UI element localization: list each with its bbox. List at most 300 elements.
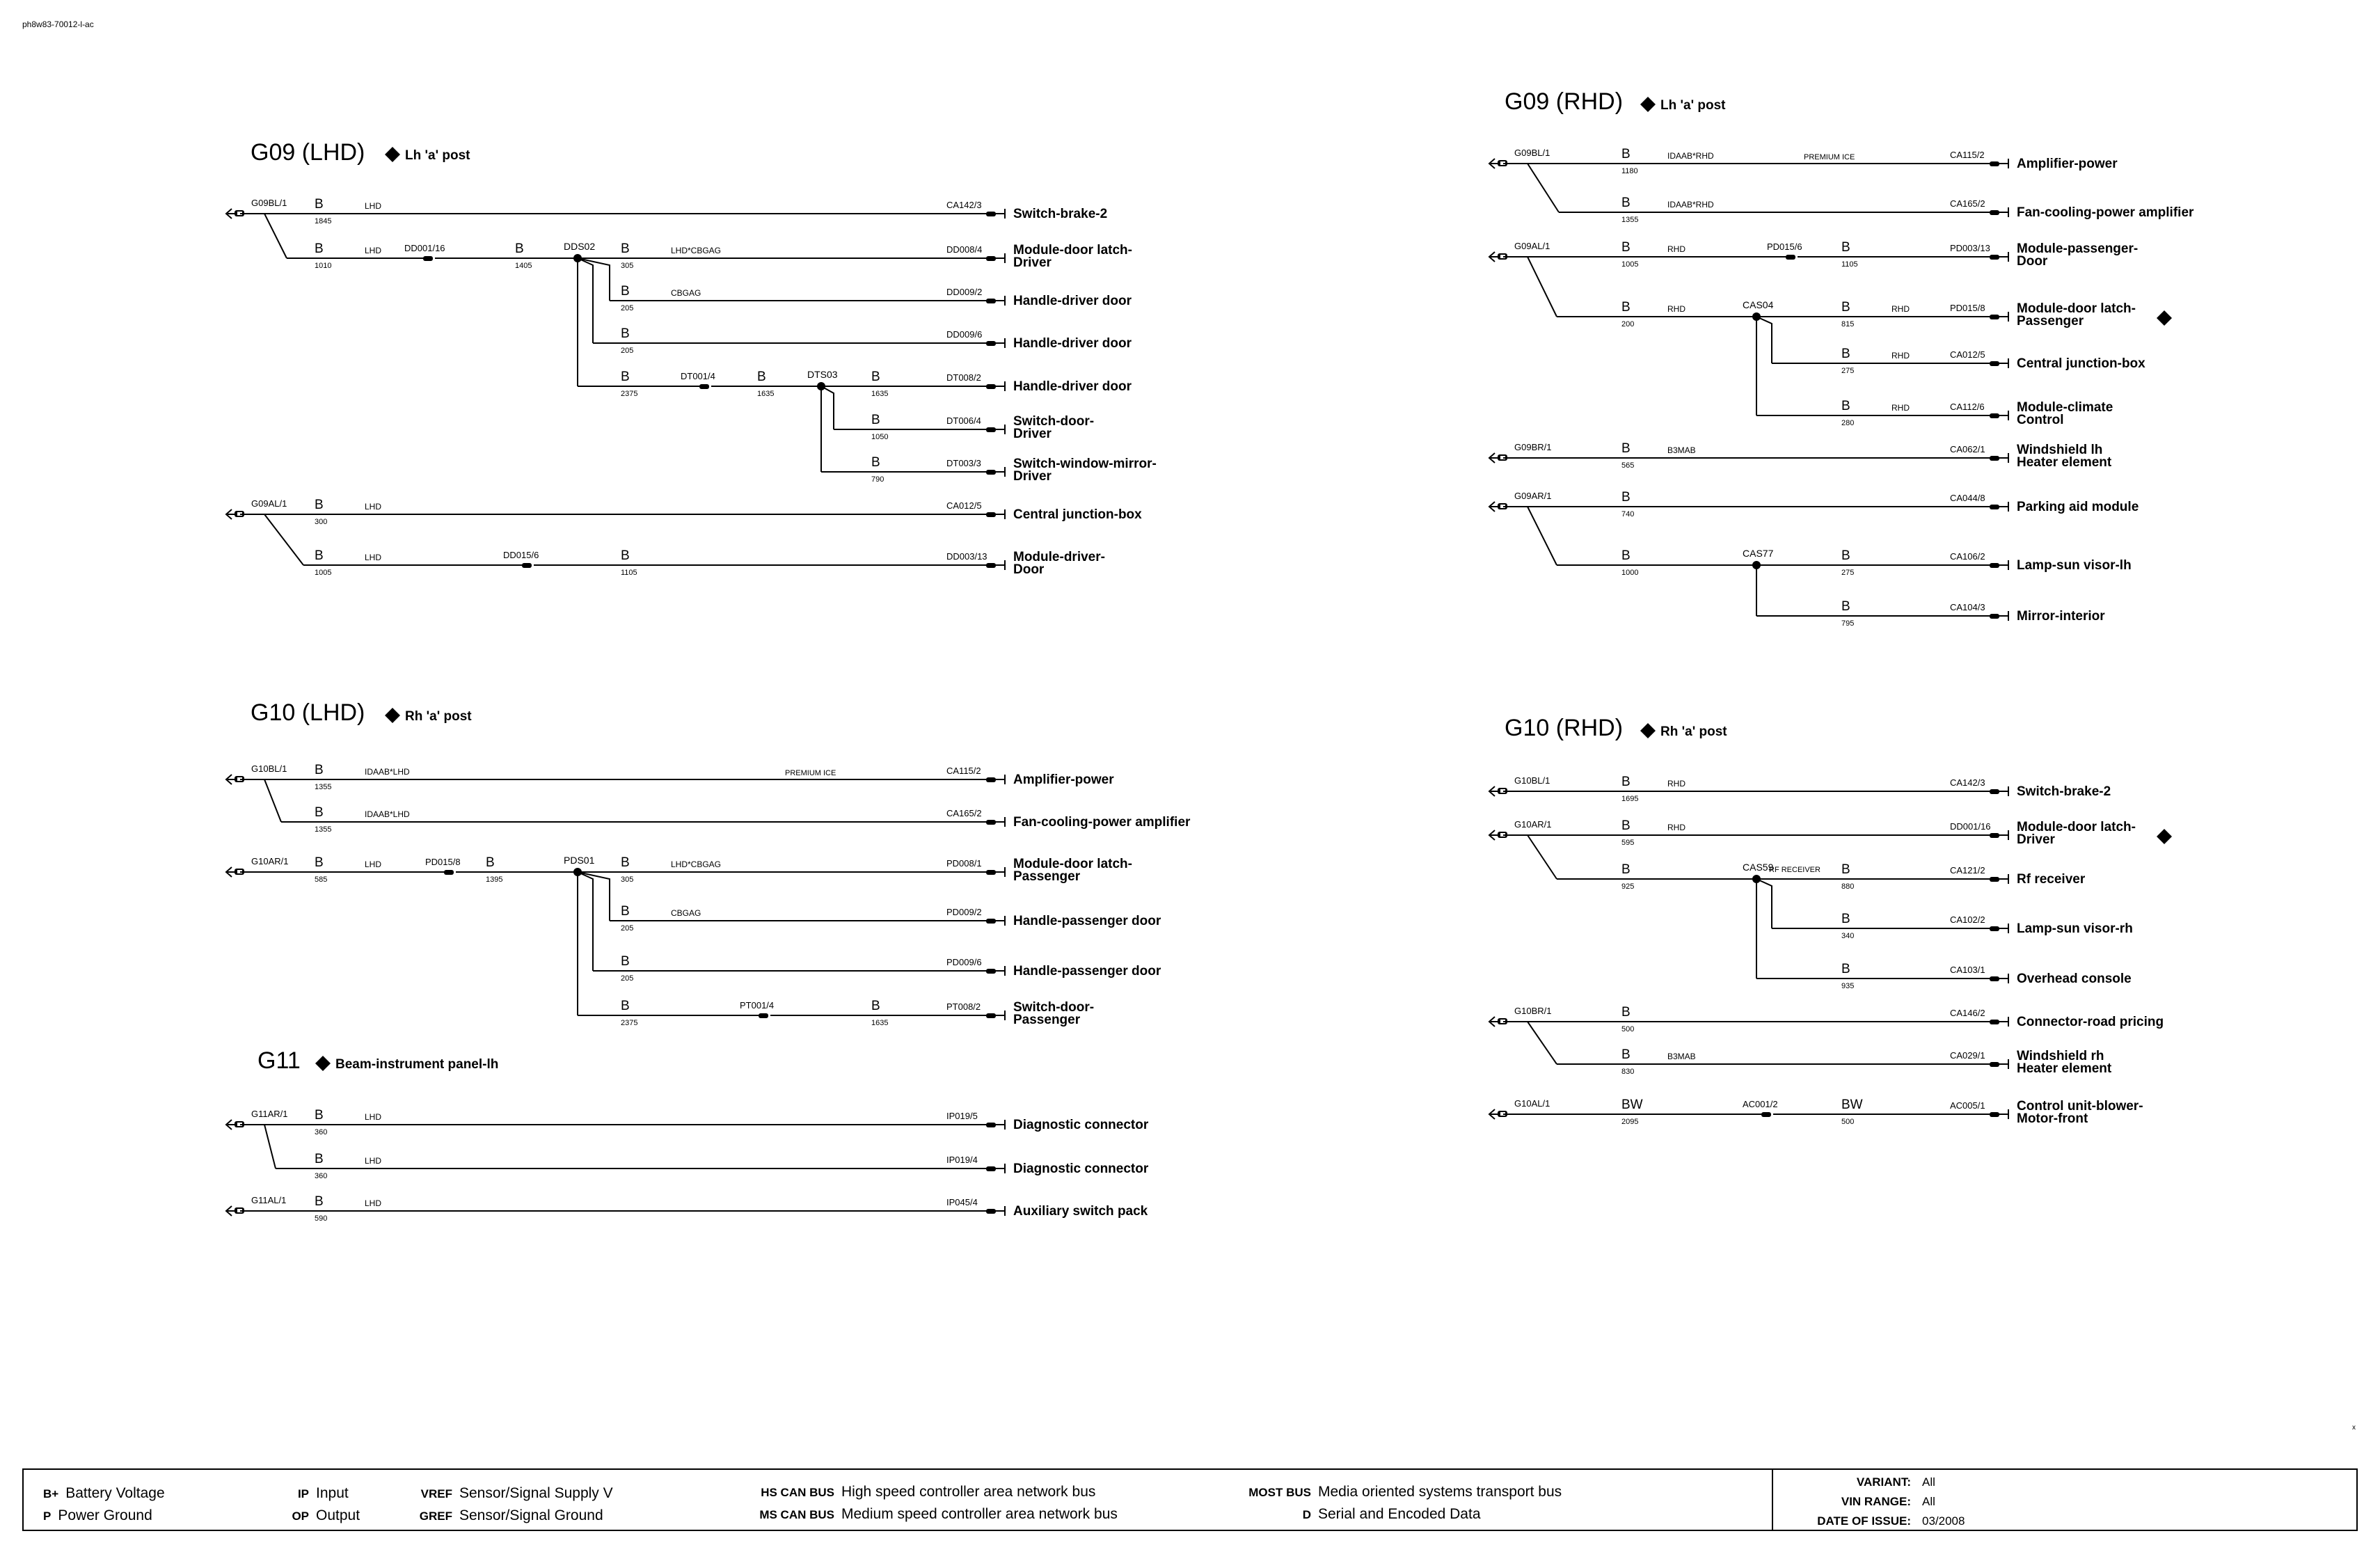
inline-connector-icon bbox=[522, 563, 532, 568]
terminal-connector-icon bbox=[1990, 505, 1999, 509]
wire-length: 205 bbox=[621, 924, 634, 933]
terminal-connector-icon bbox=[1990, 361, 1999, 366]
ground-pin-label: G11AR/1 bbox=[251, 1109, 288, 1119]
ground-pin-label: G11AL/1 bbox=[251, 1195, 287, 1205]
wire-color-code: B bbox=[315, 763, 324, 777]
component-label: Fan-cooling-power amplifier bbox=[2017, 205, 2194, 220]
component-label: Passenger bbox=[1013, 869, 1081, 884]
terminal-connector-label: CA044/8 bbox=[1950, 493, 1985, 503]
ground-location-diamond-icon bbox=[1640, 723, 1656, 738]
terminal-connector-label: CA142/3 bbox=[1950, 777, 1985, 788]
wire-option-code: LHD*CBGAG bbox=[671, 246, 722, 255]
component-label: Motor-front bbox=[2017, 1111, 2088, 1126]
location-diamond-icon bbox=[2157, 829, 2172, 844]
wire-length: 795 bbox=[1841, 619, 1855, 628]
ground-location-diamond-icon bbox=[1640, 97, 1656, 112]
wire-length: 815 bbox=[1841, 320, 1855, 328]
wire-option-code: LHD bbox=[365, 1112, 382, 1122]
terminal-connector-label: CA106/2 bbox=[1950, 551, 1985, 562]
wire-length: 1845 bbox=[315, 217, 332, 225]
terminal-connector-label: CA103/1 bbox=[1950, 965, 1985, 975]
terminal-connector-label: DT008/2 bbox=[946, 372, 981, 383]
wire-length: 1105 bbox=[621, 569, 637, 577]
component-label: Amplifier-power bbox=[2017, 157, 2118, 171]
inline-connector-icon bbox=[423, 256, 433, 261]
terminal-connector-icon bbox=[986, 1013, 996, 1018]
ground-location-label: Rh 'a' post bbox=[1660, 724, 1727, 739]
component-label: Driver bbox=[1013, 469, 1052, 484]
legend-box bbox=[22, 1468, 2358, 1531]
wire-color-code: B bbox=[871, 999, 880, 1013]
component-label: Door bbox=[2017, 254, 2048, 269]
wire-option-code: LHD bbox=[365, 1156, 382, 1166]
ground-location-label: Beam-instrument panel-lh bbox=[335, 1057, 499, 1072]
wire-color-code: B bbox=[1841, 962, 1850, 976]
component-label: Windshield lh bbox=[2017, 443, 2103, 457]
ground-pin-label: G09AL/1 bbox=[1514, 241, 1550, 251]
terminal-connector-label: DD009/6 bbox=[946, 329, 983, 340]
wire-option-code: B3MAB bbox=[1667, 1052, 1696, 1061]
splice-label: CAS59 bbox=[1743, 862, 1774, 873]
wire-length: 500 bbox=[1841, 1118, 1855, 1126]
terminal-connector-icon bbox=[986, 470, 996, 475]
wire-color-code: B bbox=[1841, 599, 1850, 614]
wire-color-code: B bbox=[621, 904, 630, 919]
wire-option-code: RHD bbox=[1891, 304, 1910, 314]
splice-note: RF RECEIVER bbox=[1769, 866, 1820, 874]
wire-color-code: B bbox=[1621, 240, 1631, 255]
wire-length: 595 bbox=[1621, 839, 1635, 847]
component-label: Control bbox=[2017, 413, 2064, 427]
component-label: Control unit-blower- bbox=[2017, 1099, 2143, 1114]
terminal-connector-icon bbox=[986, 1209, 996, 1214]
legend-item: P Power Ground bbox=[43, 1507, 152, 1523]
component-label: Auxiliary switch pack bbox=[1013, 1204, 1148, 1219]
wire-length: 1635 bbox=[871, 390, 889, 398]
inline-connector-label: PT001/4 bbox=[740, 1000, 775, 1011]
terminal-connector-label: DD009/2 bbox=[946, 287, 983, 297]
wire-length: 275 bbox=[1841, 569, 1855, 577]
vin-range-row: VIN RANGE: All bbox=[1841, 1495, 1935, 1508]
legend-item: HS CAN BUS High speed controller area network bus bbox=[761, 1484, 1096, 1500]
wire-color-code: B bbox=[871, 413, 880, 427]
ground-location-label: Rh 'a' post bbox=[405, 709, 472, 724]
wire-option-code: RHD bbox=[1891, 403, 1910, 413]
component-label: Switch-brake-2 bbox=[2017, 784, 2111, 799]
wire-color-code: B bbox=[315, 805, 324, 820]
wire-color-code: B bbox=[1841, 862, 1850, 877]
wire-color-code: B bbox=[315, 1194, 324, 1209]
wire-length: 830 bbox=[1621, 1068, 1635, 1076]
wire-color-code: B bbox=[871, 455, 880, 470]
wire-color-code: B bbox=[1621, 300, 1631, 315]
component-label: Handle-passenger door bbox=[1013, 914, 1161, 928]
terminal-connector-icon bbox=[1990, 833, 1999, 838]
wire-option-code: RHD bbox=[1667, 779, 1685, 789]
wire-length: 1355 bbox=[315, 783, 332, 791]
wire-color-code: B bbox=[1621, 490, 1631, 505]
wire-color-code: B bbox=[486, 855, 495, 870]
wire-color-code: B bbox=[621, 855, 630, 870]
location-diamond-icon bbox=[2157, 310, 2172, 326]
wire-color-code: B bbox=[621, 954, 630, 969]
branch-wire bbox=[1528, 835, 1557, 879]
wire-color-code: B bbox=[1621, 1047, 1631, 1062]
ground-pin-label: G09BL/1 bbox=[251, 198, 287, 208]
component-label: Module-climate bbox=[2017, 400, 2113, 415]
terminal-connector-label: DD008/4 bbox=[946, 244, 983, 255]
wire-length: 1395 bbox=[486, 876, 503, 884]
wire-length: 1000 bbox=[1621, 569, 1639, 577]
wire-length: 300 bbox=[315, 518, 328, 526]
wire-color-code: B bbox=[1621, 147, 1631, 161]
terminal-connector-icon bbox=[986, 1123, 996, 1127]
wire-length: 935 bbox=[1841, 982, 1855, 990]
component-label: Switch-door- bbox=[1013, 1000, 1095, 1015]
component-label: Switch-door- bbox=[1013, 414, 1095, 429]
wire-length: 360 bbox=[315, 1172, 328, 1180]
terminal-connector-label: IP019/4 bbox=[946, 1155, 978, 1165]
terminal-connector-icon bbox=[1990, 976, 1999, 981]
ground-pin-label: G10BR/1 bbox=[1514, 1006, 1552, 1016]
wire-color-code: B bbox=[1841, 548, 1850, 563]
terminal-connector-icon bbox=[986, 969, 996, 974]
wire-color-code: B bbox=[315, 498, 324, 512]
wire-length: 1635 bbox=[871, 1019, 889, 1027]
wire-color-code: B bbox=[1621, 196, 1631, 210]
diagram-section bbox=[226, 139, 1157, 577]
wire-color-code: B bbox=[1621, 441, 1631, 456]
date-of-issue-row: DATE OF ISSUE: 03/2008 bbox=[1817, 1514, 1965, 1528]
wire-length: 1050 bbox=[871, 433, 889, 441]
wire-option-code: IDAAB*RHD bbox=[1667, 200, 1714, 209]
wire-option-code: CBGAG bbox=[671, 908, 701, 918]
terminal-connector-icon bbox=[986, 341, 996, 346]
component-label: Lamp-sun visor-rh bbox=[2017, 921, 2133, 936]
component-label: Module-door latch- bbox=[1013, 243, 1132, 258]
wire-length: 205 bbox=[621, 974, 634, 983]
variant-row: VARIANT: All bbox=[1856, 1475, 1935, 1489]
wire-length: 1105 bbox=[1841, 260, 1858, 269]
component-label: Lamp-sun visor-lh bbox=[2017, 558, 2132, 573]
ground-location-diamond-icon bbox=[385, 147, 400, 162]
splice-label: DTS03 bbox=[807, 369, 838, 380]
inline-connector-icon bbox=[1786, 255, 1795, 260]
inline-connector-label: DT001/4 bbox=[681, 371, 715, 381]
branch-wire bbox=[578, 258, 593, 343]
wire-option-code: IDAAB*RHD bbox=[1667, 151, 1714, 161]
wire-option-code: LHD bbox=[365, 553, 382, 562]
wire-length: 1355 bbox=[315, 825, 332, 834]
component-label: Driver bbox=[1013, 255, 1052, 270]
component-label: Central junction-box bbox=[2017, 356, 2145, 371]
terminal-connector-label: CA102/2 bbox=[1950, 914, 1985, 925]
wire-length: 305 bbox=[621, 876, 634, 884]
wire-color-code: B bbox=[1841, 347, 1850, 361]
inline-connector-label: AC001/2 bbox=[1743, 1099, 1778, 1109]
component-label: Driver bbox=[2017, 832, 2055, 847]
terminal-connector-icon bbox=[1990, 413, 1999, 418]
component-label: Module-door latch- bbox=[2017, 301, 2136, 316]
component-label: Fan-cooling-power amplifier bbox=[1013, 815, 1191, 830]
wire-color-code: B bbox=[315, 241, 324, 256]
inline-connector-icon bbox=[444, 870, 454, 875]
terminal-connector-icon bbox=[986, 777, 996, 782]
component-label: Handle-driver door bbox=[1013, 294, 1132, 308]
wire-option-code: RHD bbox=[1667, 823, 1685, 832]
terminal-connector-icon bbox=[1990, 210, 1999, 215]
component-label: Module-door latch- bbox=[1013, 857, 1132, 871]
wire-color-code: BW bbox=[1621, 1098, 1643, 1112]
diagram-section bbox=[226, 699, 1191, 1027]
section-title: G11 bbox=[257, 1047, 301, 1074]
wire-length: 1010 bbox=[315, 262, 332, 270]
terminal-connector-icon bbox=[986, 820, 996, 825]
wire-length: 740 bbox=[1621, 510, 1635, 518]
terminal-connector-icon bbox=[986, 256, 996, 261]
terminal-connector-icon bbox=[1990, 789, 1999, 794]
component-label: Heater element bbox=[2017, 455, 2112, 470]
terminal-connector-icon bbox=[1990, 255, 1999, 260]
wire-length: 500 bbox=[1621, 1025, 1635, 1033]
branch-wire bbox=[264, 1125, 276, 1168]
wire-length: 880 bbox=[1841, 882, 1855, 891]
component-label: Module-driver- bbox=[1013, 550, 1105, 564]
terminal-connector-label: CA146/2 bbox=[1950, 1008, 1985, 1018]
corner-mark: x bbox=[2352, 1424, 2356, 1432]
wire-length: 1635 bbox=[757, 390, 775, 398]
terminal-connector-label: DT003/3 bbox=[946, 458, 981, 468]
terminal-connector-label: PD003/13 bbox=[1950, 243, 1990, 253]
wire-length: 280 bbox=[1841, 419, 1855, 427]
terminal-connector-icon bbox=[986, 384, 996, 389]
component-label: Handle-passenger door bbox=[1013, 964, 1161, 978]
component-label: Overhead console bbox=[2017, 972, 2132, 986]
wire-length: 200 bbox=[1621, 320, 1635, 328]
wire-length: 2375 bbox=[621, 390, 638, 398]
section-title: G10 (RHD) bbox=[1505, 715, 1624, 741]
terminal-connector-label: PD015/8 bbox=[1950, 303, 1985, 313]
legend-item: B+ Battery Voltage bbox=[43, 1485, 165, 1501]
ground-pin-label: G09BR/1 bbox=[1514, 442, 1552, 452]
wire-color-code: B bbox=[1841, 912, 1850, 926]
wire-length: 565 bbox=[1621, 461, 1635, 470]
terminal-connector-icon bbox=[1990, 926, 1999, 931]
branch-wire bbox=[1756, 317, 1772, 363]
terminal-connector-label: CA165/2 bbox=[946, 808, 982, 818]
wire-length: 275 bbox=[1841, 367, 1855, 375]
inline-connector-icon bbox=[1761, 1112, 1771, 1117]
document-id: ph8w83-70012-l-ac bbox=[22, 19, 94, 29]
wire-option-code: RHD bbox=[1891, 351, 1910, 360]
section-title: G10 (LHD) bbox=[251, 699, 365, 726]
wire-length: 590 bbox=[315, 1214, 328, 1223]
wire-length: 1355 bbox=[1621, 216, 1639, 224]
terminal-connector-label: CA012/5 bbox=[1950, 349, 1985, 360]
wire-length: 340 bbox=[1841, 932, 1855, 940]
terminal-connector-icon bbox=[986, 427, 996, 432]
wire-option-code: RHD bbox=[1667, 244, 1685, 254]
ground-location-label: Lh 'a' post bbox=[1660, 98, 1726, 113]
wire-color-code: B bbox=[1841, 240, 1850, 255]
component-label: Handle-driver door bbox=[1013, 379, 1132, 394]
wire-length: 360 bbox=[315, 1128, 328, 1136]
terminal-connector-icon bbox=[986, 563, 996, 568]
wire-color-code: B bbox=[315, 1152, 324, 1166]
wire-color-code: B bbox=[315, 1108, 324, 1123]
wire-option-code: LHD bbox=[365, 246, 382, 255]
wire-option-code: LHD bbox=[365, 1198, 382, 1208]
wire-color-code: B bbox=[1621, 1005, 1631, 1020]
wire-length: 1695 bbox=[1621, 795, 1639, 803]
wire-color-code: B bbox=[621, 999, 630, 1013]
component-label: Central junction-box bbox=[1013, 507, 1142, 522]
wire-color-code: B bbox=[1621, 775, 1631, 789]
wire-option-code: LHD bbox=[365, 859, 382, 869]
ground-pin-label: G10AR/1 bbox=[251, 856, 289, 866]
terminal-connector-label: CA142/3 bbox=[946, 200, 982, 210]
legend-divider bbox=[1772, 1470, 1773, 1530]
splice-label: CAS77 bbox=[1743, 548, 1774, 559]
component-label: Diagnostic connector bbox=[1013, 1162, 1149, 1176]
legend-item: OP Output bbox=[292, 1507, 360, 1523]
wire-color-code: B bbox=[871, 370, 880, 384]
diagram-section bbox=[1489, 715, 2172, 1126]
wire-option-code: LHD bbox=[365, 502, 382, 512]
terminal-connector-icon bbox=[1990, 315, 1999, 319]
ground-pin-label: G10BL/1 bbox=[251, 763, 287, 774]
wire-option-code: IDAAB*LHD bbox=[365, 767, 410, 777]
wire-color-code: B bbox=[757, 370, 766, 384]
wire-note: PREMIUM ICE bbox=[785, 769, 836, 777]
legend-item: D Serial and Encoded Data bbox=[1302, 1506, 1481, 1522]
component-label: Diagnostic connector bbox=[1013, 1118, 1149, 1132]
component-label: Module-passenger- bbox=[2017, 241, 2139, 256]
wire-length: 305 bbox=[621, 262, 634, 270]
terminal-connector-icon bbox=[986, 870, 996, 875]
wire-option-code: CBGAG bbox=[671, 288, 701, 298]
wire-color-code: B bbox=[1841, 300, 1850, 315]
wire-length: 1180 bbox=[1621, 167, 1638, 175]
diagram-section bbox=[1489, 88, 2194, 628]
wire-length: 1405 bbox=[515, 262, 532, 270]
wire-length: 790 bbox=[871, 475, 884, 484]
wire-option-code: LHD*CBGAG bbox=[671, 859, 722, 869]
terminal-connector-icon bbox=[1990, 1062, 1999, 1067]
terminal-connector-label: CA165/2 bbox=[1950, 198, 1985, 209]
inline-connector-label: DD001/16 bbox=[404, 243, 445, 253]
terminal-connector-label: CA029/1 bbox=[1950, 1050, 1985, 1061]
terminal-connector-label: AC005/1 bbox=[1950, 1100, 1985, 1111]
splice-label: PDS01 bbox=[564, 855, 595, 866]
component-label: Switch-brake-2 bbox=[1013, 207, 1108, 221]
ground-pin-label: G09AR/1 bbox=[1514, 491, 1552, 501]
terminal-connector-icon bbox=[1990, 563, 1999, 568]
wire-color-code: B bbox=[1621, 862, 1631, 877]
component-label: Parking aid module bbox=[2017, 500, 2139, 514]
component-label: Handle-driver door bbox=[1013, 336, 1132, 351]
terminal-connector-icon bbox=[1990, 1112, 1999, 1117]
terminal-connector-label: CA112/6 bbox=[1950, 402, 1985, 412]
ground-pin-label: G10AL/1 bbox=[1514, 1098, 1550, 1109]
terminal-connector-label: PD009/2 bbox=[946, 907, 982, 917]
ground-pin-label: G10BL/1 bbox=[1514, 775, 1550, 786]
terminal-connector-icon bbox=[1990, 161, 1999, 166]
component-label: Heater element bbox=[2017, 1061, 2112, 1076]
branch-wire bbox=[821, 386, 834, 429]
wire-option-code: RHD bbox=[1667, 304, 1685, 314]
ground-location-diamond-icon bbox=[385, 708, 400, 723]
component-label: Rf receiver bbox=[2017, 872, 2086, 887]
wire-color-code: B bbox=[621, 370, 630, 384]
terminal-connector-label: CA115/2 bbox=[1950, 150, 1985, 160]
ground-location-label: Lh 'a' post bbox=[405, 148, 470, 163]
section-title: G09 (LHD) bbox=[251, 139, 365, 166]
terminal-connector-label: IP045/4 bbox=[946, 1197, 978, 1207]
terminal-connector-label: CA115/2 bbox=[946, 766, 981, 776]
diagram-section bbox=[226, 1047, 1149, 1223]
branch-wire bbox=[1528, 507, 1557, 565]
wire-length: 1005 bbox=[315, 569, 332, 577]
wire-color-code: B bbox=[621, 241, 630, 256]
wire-option-code: B3MAB bbox=[1667, 445, 1696, 455]
component-label: Driver bbox=[1013, 427, 1052, 441]
component-label: Module-door latch- bbox=[2017, 820, 2136, 834]
branch-wire bbox=[578, 872, 593, 971]
branch-wire bbox=[1528, 1022, 1557, 1064]
wire-length: 205 bbox=[621, 347, 634, 355]
component-label: Mirror-interior bbox=[2017, 609, 2105, 624]
wire-color-code: B bbox=[515, 241, 524, 256]
wire-length: 925 bbox=[1621, 882, 1635, 891]
wire-length: 2375 bbox=[621, 1019, 638, 1027]
terminal-connector-icon bbox=[986, 212, 996, 216]
branch-wire bbox=[1528, 257, 1557, 317]
wire-length: 205 bbox=[621, 304, 634, 312]
terminal-connector-label: CA012/5 bbox=[946, 500, 982, 511]
section-title: G09 (RHD) bbox=[1505, 88, 1624, 115]
splice-label: CAS04 bbox=[1743, 299, 1774, 310]
component-label: Amplifier-power bbox=[1013, 772, 1114, 787]
wire-length: 1005 bbox=[1621, 260, 1639, 269]
ground-pin-label: G10AR/1 bbox=[1514, 819, 1552, 830]
component-label: Door bbox=[1013, 562, 1045, 577]
wire-color-code: B bbox=[1621, 548, 1631, 563]
component-label: Windshield rh bbox=[2017, 1049, 2104, 1063]
ground-pin-label: G09BL/1 bbox=[1514, 148, 1550, 158]
terminal-connector-icon bbox=[1990, 456, 1999, 461]
component-label: Connector-road pricing bbox=[2017, 1015, 2164, 1029]
wire-color-code: B bbox=[315, 197, 324, 212]
terminal-connector-label: PT008/2 bbox=[946, 1001, 981, 1012]
wire-note: PREMIUM ICE bbox=[1804, 153, 1855, 161]
inline-connector-label: DD015/6 bbox=[503, 550, 539, 560]
ground-location-diamond-icon bbox=[315, 1056, 331, 1071]
legend-item: GREF Sensor/Signal Ground bbox=[419, 1507, 603, 1523]
wire-color-code: B bbox=[621, 326, 630, 341]
component-label: Passenger bbox=[2017, 314, 2084, 328]
terminal-connector-label: DD001/16 bbox=[1950, 821, 1991, 832]
splice-label: DDS02 bbox=[564, 241, 596, 252]
inline-connector-icon bbox=[699, 384, 709, 389]
terminal-connector-label: DD003/13 bbox=[946, 551, 987, 562]
terminal-connector-icon bbox=[986, 1166, 996, 1171]
ground-pin-label: G09AL/1 bbox=[251, 498, 287, 509]
wire-color-code: B bbox=[315, 548, 324, 563]
terminal-connector-icon bbox=[1990, 1020, 1999, 1024]
wire-color-code: B bbox=[315, 855, 324, 870]
wire-color-code: BW bbox=[1841, 1098, 1863, 1112]
